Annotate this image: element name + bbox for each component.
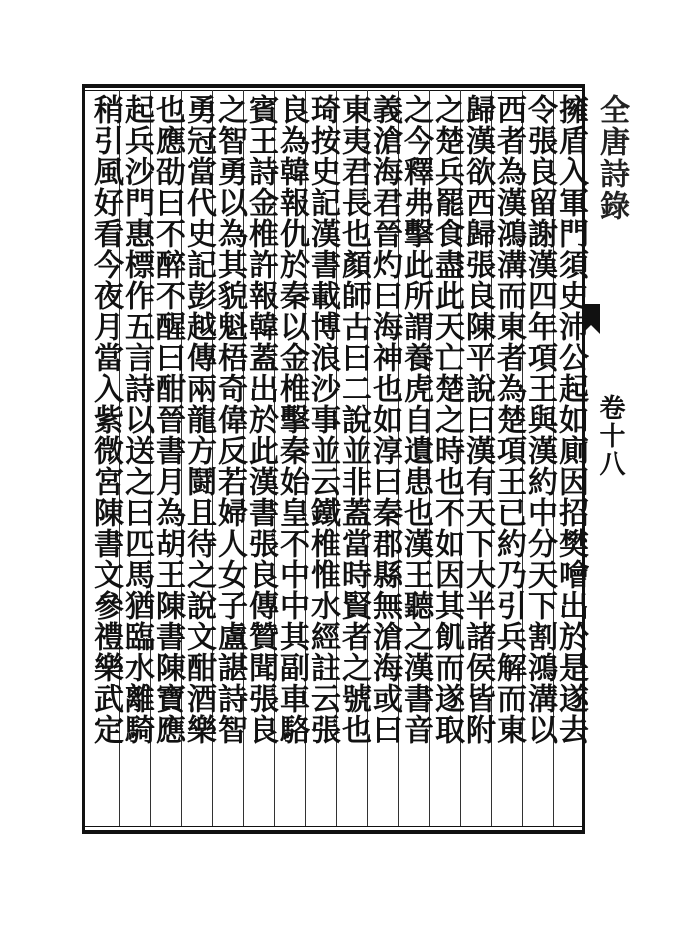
bottom-border-thick [84, 830, 584, 834]
text-column: 擁盾入軍門須史沛公起如廁因招樊噲出於是遂去 [553, 94, 588, 745]
book-title-margin: 全唐詩錄 [594, 94, 629, 222]
text-column: 良為韓報仇於秦以金椎擊秦始皇不中中其副車駱 [274, 94, 309, 745]
top-border-thick [84, 84, 584, 88]
bottom-border-thin [84, 826, 584, 827]
text-column: 賓王詩金椎許報韓蓋出於此漢書張良傳贊聞張良 [243, 94, 278, 745]
text-column: 勇冠當代史記彭越傳兩龍方鬪且待之說文酣酒樂 [181, 94, 216, 745]
text-column: 稍引風好看今夜月當入紫微宮陳書文參禮樂武定 [88, 94, 123, 745]
text-column: 西者為漢鴻溝而東者為楚項王已約乃引兵解而東 [491, 94, 526, 745]
text-column: 令張良留謝漢四年項王與漢約中分天下割鴻溝以 [522, 94, 557, 745]
text-column: 之智勇以為其貌魁梧奇偉反若婦人女子盧諶詩智 [212, 94, 247, 745]
text-column: 也應劭曰不醉不醒曰酣晉書月為胡王陳書陳寶應 [150, 94, 185, 745]
volume-number: 卷十八 [595, 394, 625, 478]
text-column: 之今釋弗擊此所謂養虎自遺患也漢王聽之漢書音 [398, 94, 433, 745]
text-column: 琦按史記漢書載博浪沙事並云鐵椎惟水經註云張 [305, 94, 340, 745]
text-column: 之楚兵罷食盡此天亡楚之時也不如因其飢而遂取 [429, 94, 464, 745]
top-border-thin [84, 90, 584, 91]
text-column: 歸漢欲西歸張良陳平說曰漢有天下大半諸侯皆附 [460, 94, 495, 745]
text-column: 義滄海君晉灼曰海神也如淳曰秦郡縣無滄海或曰 [367, 94, 402, 745]
text-column: 起兵沙門惠標作五言詩以送之曰匹馬猶臨水離騎 [119, 94, 154, 745]
text-column: 東夷君長也顏師古曰二說並非蓋當時賢者之號也 [336, 94, 371, 745]
